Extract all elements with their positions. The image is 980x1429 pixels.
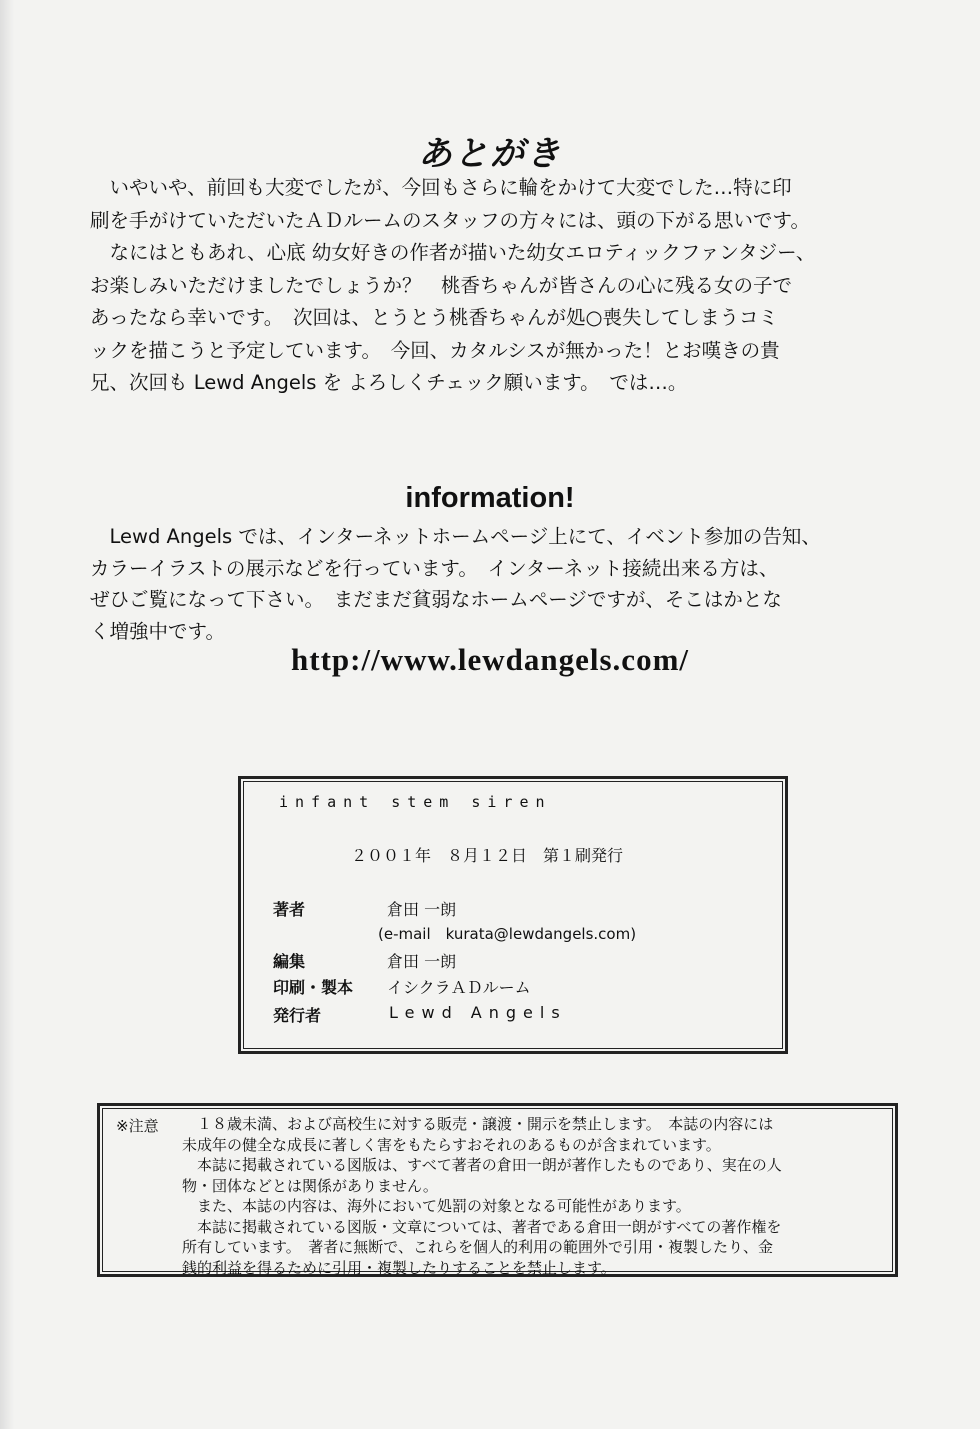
afterword-line: あったなら幸いです。 次回は、とうとう桃香ちゃんが処○喪失してしまうコミ: [90, 306, 779, 329]
printer-name: イシクラＡＤルーム: [387, 978, 531, 997]
publisher-label: 発行者: [273, 1006, 322, 1025]
editor-name: 倉田 一朗: [387, 952, 457, 971]
notice-label: ※注意: [116, 1117, 159, 1135]
afterword-line: ックを描こうと予定しています。 今回、カタルシスが無かった！とお嘆きの貴: [90, 338, 780, 362]
information-line: Lewd Angels では、インターネットホームページ上にて、イベント参加の告知、: [90, 525, 821, 548]
notice-line: 物・団体などとは関係がありません。: [182, 1176, 438, 1195]
information-body: [90, 521, 920, 647]
afterword-title: あとがき: [418, 134, 562, 174]
notice-line: 所有しています。 著者に無断で、これらを個人的利用の範囲外で引用・複製したり、金: [182, 1238, 774, 1256]
website-url: http://www.lewdangels.com/: [291, 642, 689, 677]
afterword-line: 刷を手がけていただいたＡＤルームのスタッフの方々には、頭の下がる思いです。: [90, 208, 810, 232]
afterword-line: 兄、次回も Lewd Angels を よろしくチェック願います。 では…。: [90, 371, 688, 394]
page-edge: [0, 0, 14, 1429]
book-title: infant stem siren: [279, 793, 552, 811]
colophon-box: [238, 776, 788, 1054]
publish-date: ２００１年 ８月１２日 第１刷発行: [351, 846, 624, 865]
notice-line: また、本誌の内容は、海外において処罰の対象となる可能性があります。: [182, 1197, 691, 1215]
notice-line: 本誌に掲載されている図版は、すべて著者の倉田一朗が著作したものであり、実在の人: [182, 1156, 782, 1174]
printer-label: 印刷・製本: [273, 978, 354, 997]
afterword-line: なにはともあれ、心底 幼女好きの作者が描いた幼女エロティックファンタジー、: [90, 241, 816, 264]
author-email: (e-mail kurata@lewdangels.com): [378, 925, 637, 943]
notice-body: [182, 1114, 782, 1278]
publisher-name: Lewd Angels: [389, 1003, 567, 1022]
afterword-body: [90, 172, 920, 400]
author-name: 倉田 一朗: [387, 900, 457, 919]
notice-box: [97, 1103, 898, 1277]
notice-line: 本誌に掲載されている図版・文章については、著者である倉田一朗がすべての著作権を: [182, 1217, 782, 1236]
information-title: information!: [405, 482, 575, 514]
notice-line: 未成年の健全な成長に著しく害をもたらすおそれのあるものが含まれています。: [182, 1135, 721, 1154]
notice-line: 銭的利益を得るために引用・複製したりすることを禁止します。: [182, 1258, 616, 1277]
afterword-line: いやいや、前回も大変でしたが、今回もさらに輪をかけて大変でした…特に印: [90, 176, 792, 199]
notice-line: １８歳未満、および高校生に対する販売・譲渡・開示を禁止します。 本誌の内容には: [182, 1115, 774, 1133]
editor-label: 編集: [273, 952, 306, 971]
afterword-line: お楽しみいただけましたでしょうか？ 桃香ちゃんが皆さんの心に残る女の子で: [90, 273, 793, 297]
information-line: ぜひご覧になって下さい。 まだまだ貧弱なホームページですが、そこはかとな: [90, 588, 782, 611]
information-line: カラーイラストの展示などを行っています。 インターネット接続出来る方は、: [90, 556, 779, 580]
information-line: く増強中です。: [90, 619, 225, 643]
author-label: 著者: [273, 900, 306, 919]
